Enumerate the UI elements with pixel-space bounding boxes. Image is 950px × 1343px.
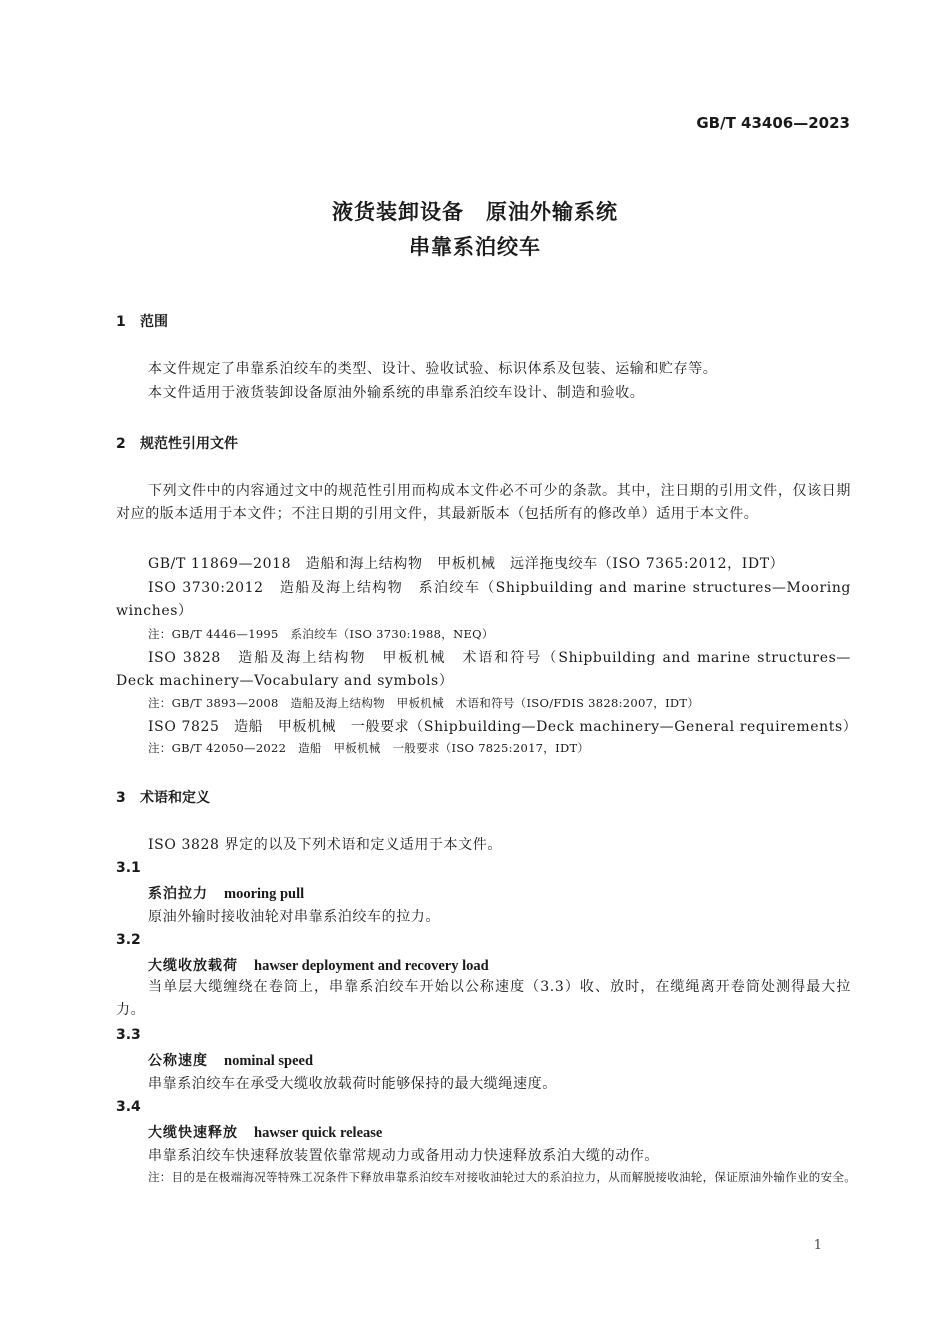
term-en: hawser deployment and recovery load xyxy=(254,958,489,974)
reference-note: 注：GB/T 4446—1995 系泊绞车（ISO 3730:1988，NEQ） xyxy=(148,627,494,641)
term-en: hawser quick release xyxy=(254,1125,383,1141)
term-number: 3.1 xyxy=(116,860,141,876)
term-number: 3.2 xyxy=(116,932,141,948)
section-number: 3 xyxy=(116,790,126,806)
term-title xyxy=(148,955,489,975)
term-definition: 串靠系泊绞车在承受大缆收放载荷时能够保持的最大缆绳速度。 xyxy=(148,1076,557,1092)
section-1-heading xyxy=(116,311,168,331)
paragraph: 本文件适用于液货装卸设备原油外输系统的串靠系泊绞车设计、制造和验收。 xyxy=(148,385,645,401)
page-number: 1 xyxy=(813,1238,822,1253)
reference-note: 注：GB/T 42050—2022 造船 甲板机械 一般要求（ISO 7825:2017，IDT） xyxy=(148,741,590,755)
paragraph: 下列文件中的内容通过文中的规范性引用而构成本文件必不可少的条款。其中，注日期的引用文件，仅该日期对应的版本适用于本文件；不注日期的引用文件，其最新版本（包括所有的修改单）适用于本文件。 xyxy=(116,483,851,522)
term-title xyxy=(148,1050,313,1070)
term-zh: 系泊拉力 xyxy=(148,886,208,902)
standard-number: GB/T 43406—2023 xyxy=(696,114,850,132)
term-en: mooring pull xyxy=(224,886,305,902)
section-3-heading xyxy=(116,787,210,807)
paragraph: ISO 3828 界定的以及下列术语和定义适用于本文件。 xyxy=(148,837,502,853)
reference-item: GB/T 11869—2018 造船和海上结构物 甲板机械 远洋拖曳绞车（ISO 7365:2012，IDT） xyxy=(148,556,785,572)
term-definition: 串靠系泊绞车快速释放装置依靠常规动力或备用动力快速释放系泊大缆的动作。 xyxy=(148,1148,659,1164)
term-note: 注：目的是在极端海况等特殊工况条件下释放串靠系泊绞车对接收油轮过大的系泊拉力，从而解脱接收油轮，保证原油外输作业的安全。 xyxy=(148,1170,856,1184)
document-title-line1: 液货装卸设备 原油外输系统 xyxy=(332,200,618,224)
term-zh: 公称速度 xyxy=(148,1053,208,1069)
section-title: 范围 xyxy=(140,314,168,330)
section-title: 术语和定义 xyxy=(140,790,210,806)
term-zh: 大缆收放载荷 xyxy=(148,958,238,974)
paragraph: 本文件规定了串靠系泊绞车的类型、设计、验收试验、标识体系及包装、运输和贮存等。 xyxy=(148,361,718,377)
reference-note: 注：GB/T 3893—2008 造船及海上结构物 甲板机械 术语和符号（ISO/FDIS 3828:2007，IDT） xyxy=(148,696,700,710)
term-number: 3.4 xyxy=(116,1099,141,1115)
reference-item: ISO 3828 造船及海上结构物 甲板机械 术语和符号（Shipbuilding and marine structures—Deck machinery—Vocabulary and symbols） xyxy=(116,650,851,689)
term-definition: 原油外输时接收油轮对串靠系泊绞车的拉力。 xyxy=(148,909,440,925)
section-2-heading xyxy=(116,433,238,453)
document-title-line2: 串靠系泊绞车 xyxy=(409,235,541,259)
term-definition: 当单层大缆缠绕在卷筒上，串靠系泊绞车开始以公称速度（3.3）收、放时，在缆绳离开卷筒处测得最大拉力。 xyxy=(116,979,851,1018)
term-en: nominal speed xyxy=(224,1053,314,1069)
section-number: 2 xyxy=(116,436,126,452)
reference-item: ISO 3730:2012 造船及海上结构物 系泊绞车（Shipbuilding and marine structures—Mooring winches） xyxy=(116,580,851,619)
section-title: 规范性引用文件 xyxy=(140,436,238,452)
term-zh: 大缆快速释放 xyxy=(148,1125,238,1141)
term-number: 3.3 xyxy=(116,1027,141,1043)
reference-item: ISO 7825 造船 甲板机械 一般要求（Shipbuilding—Deck machinery—General requirements） xyxy=(148,719,858,735)
section-number: 1 xyxy=(116,314,126,330)
term-title xyxy=(148,883,304,903)
term-title xyxy=(148,1122,382,1142)
